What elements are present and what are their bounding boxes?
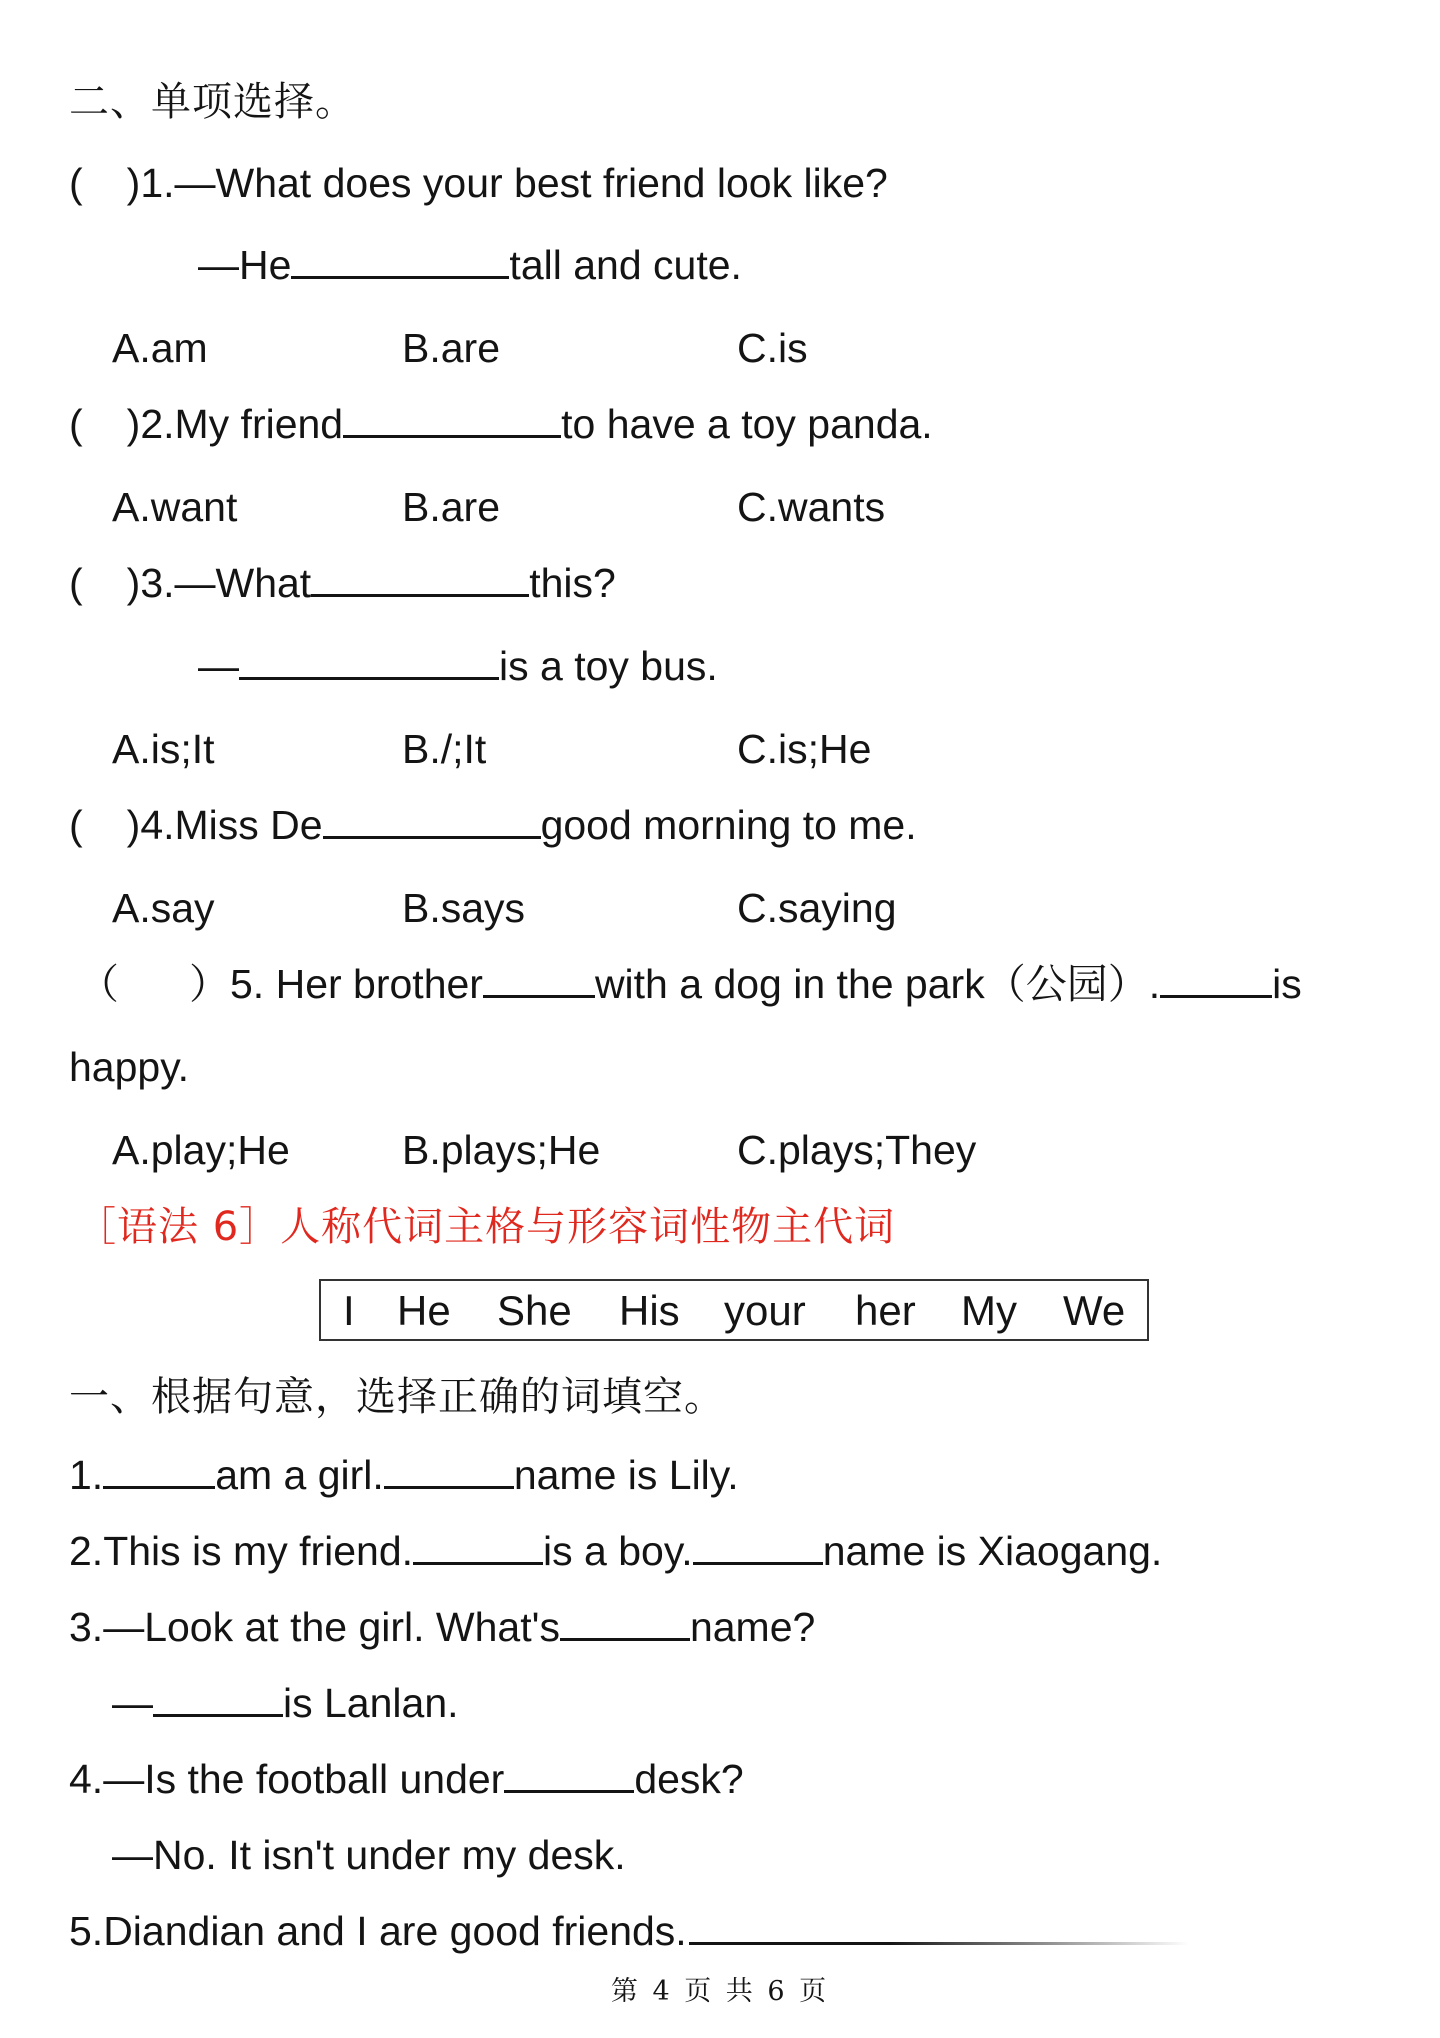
answer-bracket-left: ( (69, 160, 83, 206)
fill-blank[interactable] (689, 1942, 1189, 1945)
word-bank-item: her (855, 1287, 916, 1334)
q1-option-b[interactable]: B.are (402, 325, 500, 371)
fill-blank[interactable] (343, 401, 561, 438)
fill-blank[interactable] (291, 242, 509, 279)
q5-pre: 5. Her brother (230, 961, 483, 1007)
fill-item-5 (69, 1905, 1189, 1957)
q4-option-b[interactable]: B.says (402, 885, 526, 931)
section-one-heading: 一、根据句意，选择正确的词填空。 (69, 1374, 725, 1420)
q5-option-b[interactable]: B.plays;He (402, 1127, 601, 1173)
fill-blank[interactable] (560, 1604, 690, 1641)
item5-pre: 5.Diandian and I are good friends. (69, 1908, 687, 1954)
fill-item-4 (69, 1753, 744, 1805)
answer-bracket-left: ( (69, 560, 83, 606)
item1-pre: 1. (69, 1452, 104, 1498)
item2-pre: 2.This is my friend. (69, 1528, 414, 1574)
question-3-line2 (198, 640, 718, 692)
fill-blank[interactable] (239, 643, 499, 680)
q3-option-a[interactable]: A.is;It (112, 726, 215, 772)
answer-bracket-right: ) (126, 560, 141, 606)
grammar-heading: ［语法 6］人称代词主格与形容词性物主代词 (76, 1204, 896, 1250)
q5-post: is (1272, 961, 1302, 1007)
word-bank-item: My (961, 1287, 1017, 1334)
word-bank-box (319, 1279, 1149, 1341)
word-bank-item: your (724, 1287, 806, 1334)
question-4-stem (69, 799, 917, 851)
word-bank-item: We (1063, 1287, 1126, 1334)
fill-blank[interactable] (693, 1528, 823, 1565)
q5-option-a[interactable]: A.play;He (112, 1127, 290, 1173)
q1-line2-post: tall and cute. (509, 242, 742, 288)
answer-bracket-right: ) (126, 401, 141, 447)
fill-blank[interactable] (323, 802, 541, 839)
fill-blank[interactable] (153, 1680, 283, 1717)
answer-bracket-left: ( (69, 401, 83, 447)
word-bank-item: I (343, 1287, 355, 1334)
q5-mid: with a dog in the park（公园）. (594, 961, 1161, 1007)
fill-blank[interactable] (384, 1452, 514, 1489)
fill-blank[interactable] (413, 1528, 543, 1565)
word-bank-item: He (397, 1287, 451, 1334)
question-3-stem (69, 557, 616, 609)
q2-pre: 2.My friend (140, 401, 344, 447)
question-1-text: 1.—What does your best friend look like? (140, 160, 888, 206)
question-1-stem (69, 157, 888, 209)
question-5-line2: happy. (69, 1044, 190, 1090)
page-number: 第 4 页 共 6 页 (610, 1976, 830, 2007)
fill-blank[interactable] (311, 560, 529, 597)
item1-post: name is Lily. (513, 1452, 739, 1498)
question-1-line2 (198, 239, 742, 291)
word-bank-item: His (619, 1287, 680, 1334)
q2-option-a[interactable]: A.want (112, 484, 238, 530)
fill-item-1 (69, 1449, 739, 1501)
fill-blank[interactable] (504, 1756, 634, 1793)
answer-bracket-right: ) (126, 160, 141, 206)
q4-post: good morning to me. (540, 802, 917, 848)
item2-post: name is Xiaogang. (822, 1528, 1163, 1574)
fill-blank[interactable] (1160, 961, 1272, 998)
item1-mid: am a girl. (215, 1452, 384, 1498)
fill-item-3-line2 (112, 1677, 459, 1729)
answer-bracket-right: ) (126, 802, 141, 848)
q3-line2-post: is a toy bus. (499, 643, 718, 689)
fill-item-3 (69, 1601, 815, 1653)
q3-pre: 3.—What (140, 560, 312, 606)
item3-post: name? (689, 1604, 816, 1650)
word-bank-item: She (497, 1287, 572, 1334)
item4-pre: 4.—Is the football under (69, 1756, 505, 1802)
item3-pre: 3.—Look at the girl. What's (69, 1604, 560, 1650)
answer-bracket-left: （ (78, 961, 119, 1007)
fill-item-2 (69, 1525, 1162, 1577)
item2-mid: is a boy. (543, 1528, 693, 1574)
q2-option-c[interactable]: C.wants (737, 484, 886, 530)
q3-option-c[interactable]: C.is;He (737, 726, 872, 772)
q4-option-c[interactable]: C.saying (737, 885, 897, 931)
q1-option-c[interactable]: C.is (737, 325, 808, 371)
answer-bracket-right: ） (189, 961, 230, 1007)
q4-option-a[interactable]: A.say (112, 885, 215, 931)
item4-post: desk? (634, 1756, 744, 1802)
fill-blank[interactable] (103, 1452, 215, 1489)
q3-option-b[interactable]: B./;It (402, 726, 487, 772)
item3-line2-post: is Lanlan. (283, 1680, 459, 1726)
q5-option-c[interactable]: C.plays;They (737, 1127, 977, 1173)
q2-post: to have a toy panda. (561, 401, 933, 447)
q2-option-b[interactable]: B.are (402, 484, 500, 530)
q3-line2-pre: — (198, 643, 239, 689)
question-2-stem (69, 398, 933, 450)
fill-blank[interactable] (483, 961, 595, 998)
q3-post: this? (529, 560, 616, 606)
question-5-stem (78, 958, 1302, 1010)
fill-item-4-line2: —No. It isn't under my desk. (112, 1832, 626, 1878)
q1-line2-pre: —He (198, 242, 292, 288)
q4-pre: 4.Miss De (140, 802, 323, 848)
q1-option-a[interactable]: A.am (112, 325, 208, 371)
item3-line2-pre: — (112, 1680, 153, 1726)
section-two-heading: 二、单项选择。 (69, 79, 356, 125)
answer-bracket-left: ( (69, 802, 83, 848)
